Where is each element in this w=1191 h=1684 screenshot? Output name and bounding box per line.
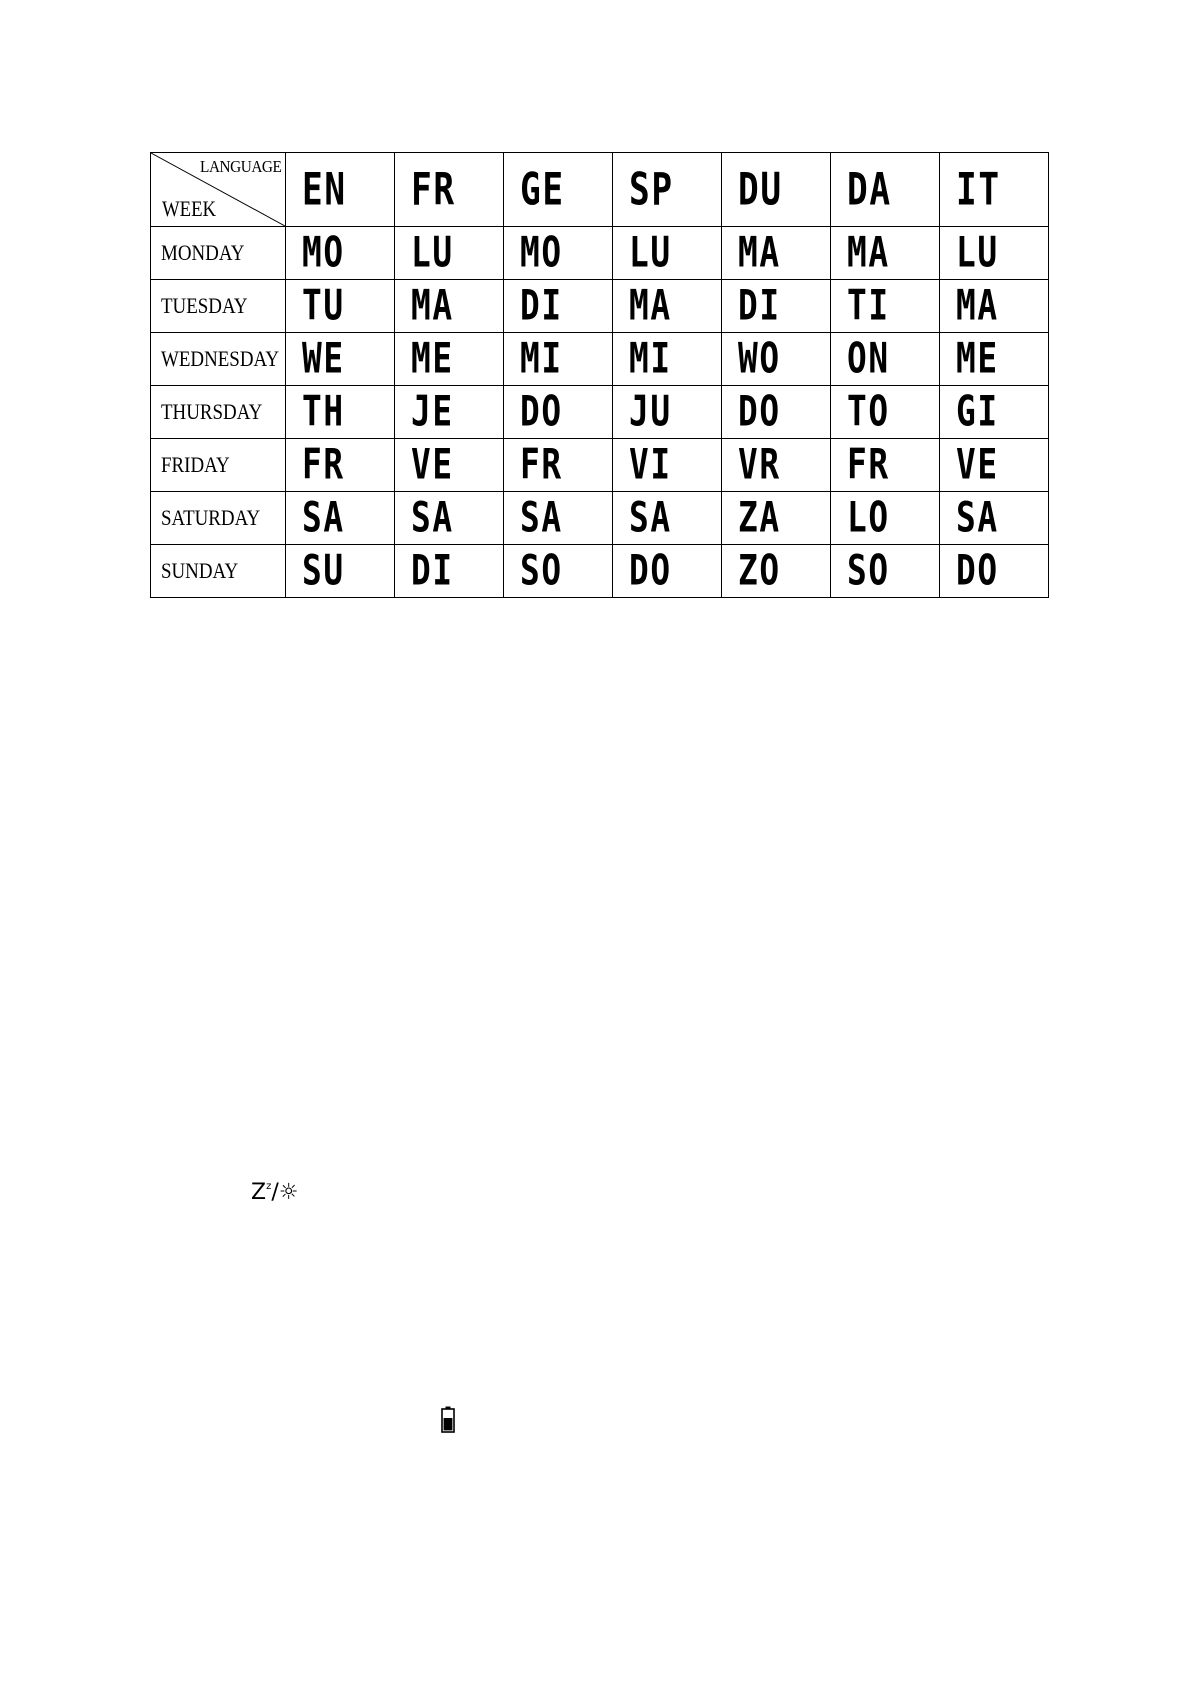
table-row	[151, 280, 1049, 333]
day-abbreviation: DO	[504, 386, 613, 439]
language-header-ge: GE	[504, 153, 613, 227]
day-label: WEDNESDAY	[151, 333, 286, 386]
day-abbreviation: TU	[286, 280, 395, 333]
day-abbreviation: LU	[940, 227, 1049, 280]
day-abbreviation: ZA	[722, 492, 831, 545]
battery-icon	[441, 1406, 455, 1433]
day-abbreviation: VI	[613, 439, 722, 492]
day-abbreviation: MA	[940, 280, 1049, 333]
day-abbreviation: MO	[504, 227, 613, 280]
day-label: FRIDAY	[151, 439, 286, 492]
day-abbreviation: WO	[722, 333, 831, 386]
day-abbreviation: FR	[286, 439, 395, 492]
day-abbreviation: LU	[395, 227, 504, 280]
sleep-light-icon: $Z^z/☼$	[251, 1180, 299, 1205]
language-header-sp: SP	[613, 153, 722, 227]
language-header-fr: FR	[395, 153, 504, 227]
day-abbreviation: SA	[286, 492, 395, 545]
day-abbreviation: MA	[831, 227, 940, 280]
day-abbreviation: DI	[395, 545, 504, 598]
day-abbreviation: DO	[613, 545, 722, 598]
day-abbreviation: MA	[722, 227, 831, 280]
day-abbreviation: TH	[286, 386, 395, 439]
language-header-en: EN	[286, 153, 395, 227]
day-abbreviation: LO	[831, 492, 940, 545]
day-abbreviation: MI	[613, 333, 722, 386]
day-abbreviation: TI	[831, 280, 940, 333]
day-abbreviation: MO	[286, 227, 395, 280]
day-abbreviation: SA	[940, 492, 1049, 545]
day-abbreviation: VE	[395, 439, 504, 492]
day-abbreviation: DO	[940, 545, 1049, 598]
day-abbreviation: JU	[613, 386, 722, 439]
table-row	[151, 227, 1049, 280]
day-abbreviation: MI	[504, 333, 613, 386]
day-abbreviation: WE	[286, 333, 395, 386]
day-label: SATURDAY	[151, 492, 286, 545]
day-abbreviation: MA	[613, 280, 722, 333]
day-abbreviation: ZO	[722, 545, 831, 598]
day-abbreviation: ON	[831, 333, 940, 386]
day-abbreviation: SO	[831, 545, 940, 598]
day-label: SUNDAY	[151, 545, 286, 598]
day-abbreviation: MA	[395, 280, 504, 333]
day-abbreviation: JE	[395, 386, 504, 439]
day-abbreviation: DI	[722, 280, 831, 333]
day-abbreviation: LU	[613, 227, 722, 280]
day-abbreviation: DO	[722, 386, 831, 439]
day-label: TUESDAY	[151, 280, 286, 333]
language-header-it: IT	[940, 153, 1049, 227]
day-abbreviation: GI	[940, 386, 1049, 439]
day-abbreviation: VR	[722, 439, 831, 492]
day-label: THURSDAY	[151, 386, 286, 439]
day-abbreviation: FR	[831, 439, 940, 492]
table-row	[151, 492, 1049, 545]
table-row	[151, 439, 1049, 492]
day-label: MONDAY	[151, 227, 286, 280]
table-row	[151, 333, 1049, 386]
table-row	[151, 386, 1049, 439]
day-abbreviation: SA	[504, 492, 613, 545]
corner-week-label: WEEK	[162, 196, 217, 221]
day-abbreviation: ME	[940, 333, 1049, 386]
language-header-row	[151, 153, 1049, 227]
day-abbreviation: ME	[395, 333, 504, 386]
day-abbreviation: SO	[504, 545, 613, 598]
table-row	[151, 545, 1049, 598]
weekday-language-table	[150, 152, 1049, 598]
corner-language-label: LANGUAGE	[199, 157, 281, 176]
day-abbreviation: SA	[613, 492, 722, 545]
day-abbreviation: SU	[286, 545, 395, 598]
day-abbreviation: VE	[940, 439, 1049, 492]
language-header-du: DU	[722, 153, 831, 227]
day-abbreviation: SA	[395, 492, 504, 545]
day-abbreviation: FR	[504, 439, 613, 492]
day-abbreviation: TO	[831, 386, 940, 439]
language-header-da: DA	[831, 153, 940, 227]
table-corner-cell	[151, 153, 286, 227]
day-abbreviation: DI	[504, 280, 613, 333]
